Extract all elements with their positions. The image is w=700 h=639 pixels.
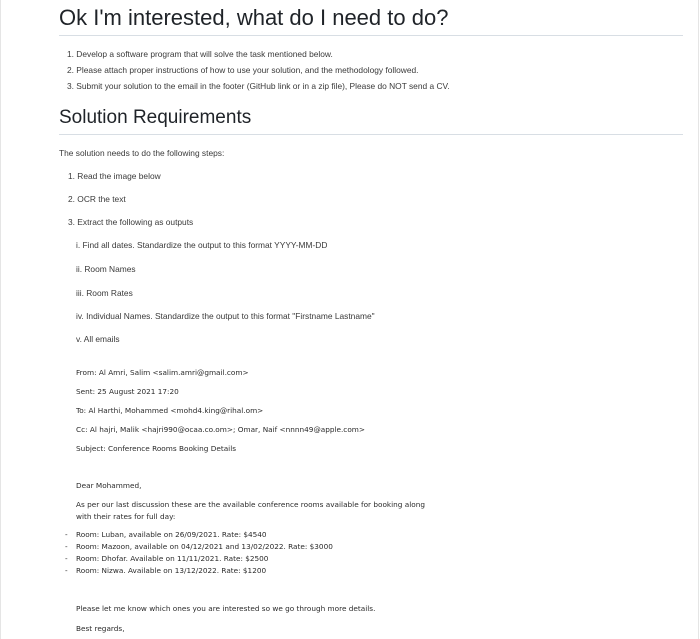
requirements-intro: The solution needs to do the following steps:: [59, 148, 225, 158]
list-item: 3. Submit your solution to the email in the footer (GitHub link or in a zip file), Please do NOT send a CV.: [67, 81, 450, 91]
room-bullet: - Room: Nizwa. Available on 13/12/2022. Rate: $1200: [76, 566, 266, 575]
instructions-list: [67, 46, 450, 94]
room-bullet: - Room: Luban, available on 26/09/2021. Rate: $4540: [76, 530, 267, 539]
email-from: From: Al Amri, Salim <salim.amri@gmail.com>: [76, 368, 249, 377]
substep-item: i. Find all dates. Standardize the output to this format YYYY-MM-DD: [76, 240, 328, 250]
substep-item: iii. Room Rates: [76, 288, 133, 298]
email-subject: Subject: Conference Rooms Booking Details: [76, 444, 237, 453]
step-item: 3. Extract the following as outputs: [68, 217, 194, 227]
substep-item: ii. Room Names: [76, 264, 136, 274]
email-body-line: with their rates for full day:: [76, 512, 176, 521]
list-item: 1. Develop a software program that will solve the task mentioned below.: [67, 49, 333, 59]
list-item: 2. Please attach proper instructions of how to use your solution, and the methodology followed.: [67, 65, 419, 75]
section-heading-instructions: Ok I'm interested, what do I need to do?: [59, 5, 449, 30]
email-cc: Cc: Al hajri, Malik <hajri990@ocaa.co.om>; Omar, Naif <nnnn49@apple.com>: [76, 425, 366, 434]
email-to: To: Al Harthi, Mohammed <mohd4.king@rihal.om>: [76, 406, 264, 415]
email-signoff: Best regards,: [76, 624, 125, 633]
substep-item: iv. Individual Names. Standardize the output to this format "Firstname Lastname": [76, 311, 375, 321]
step-item: 1. Read the image below: [68, 171, 161, 181]
step-item: 2. OCR the text: [68, 194, 126, 204]
email-sent: Sent: 25 August 2021 17:20: [76, 387, 179, 396]
email-body-line: As per our last discussion these are the available conference rooms available for booking along: [76, 500, 425, 509]
email-greeting: Dear Mohammed,: [76, 481, 142, 490]
room-bullet: - Room: Dhofar. Available on 11/11/2021. Rate: $2500: [76, 554, 268, 563]
heading-divider: [59, 134, 683, 135]
heading-divider: [59, 35, 683, 36]
room-bullet: - Room: Mazoon, available on 04/12/2021 and 13/02/2022. Rate: $3000: [76, 542, 333, 551]
substep-item: v. All emails: [76, 334, 120, 344]
section-heading-requirements: Solution Requirements: [59, 107, 252, 128]
email-closing: Please let me know which ones you are interested so we go through more details.: [76, 604, 376, 613]
